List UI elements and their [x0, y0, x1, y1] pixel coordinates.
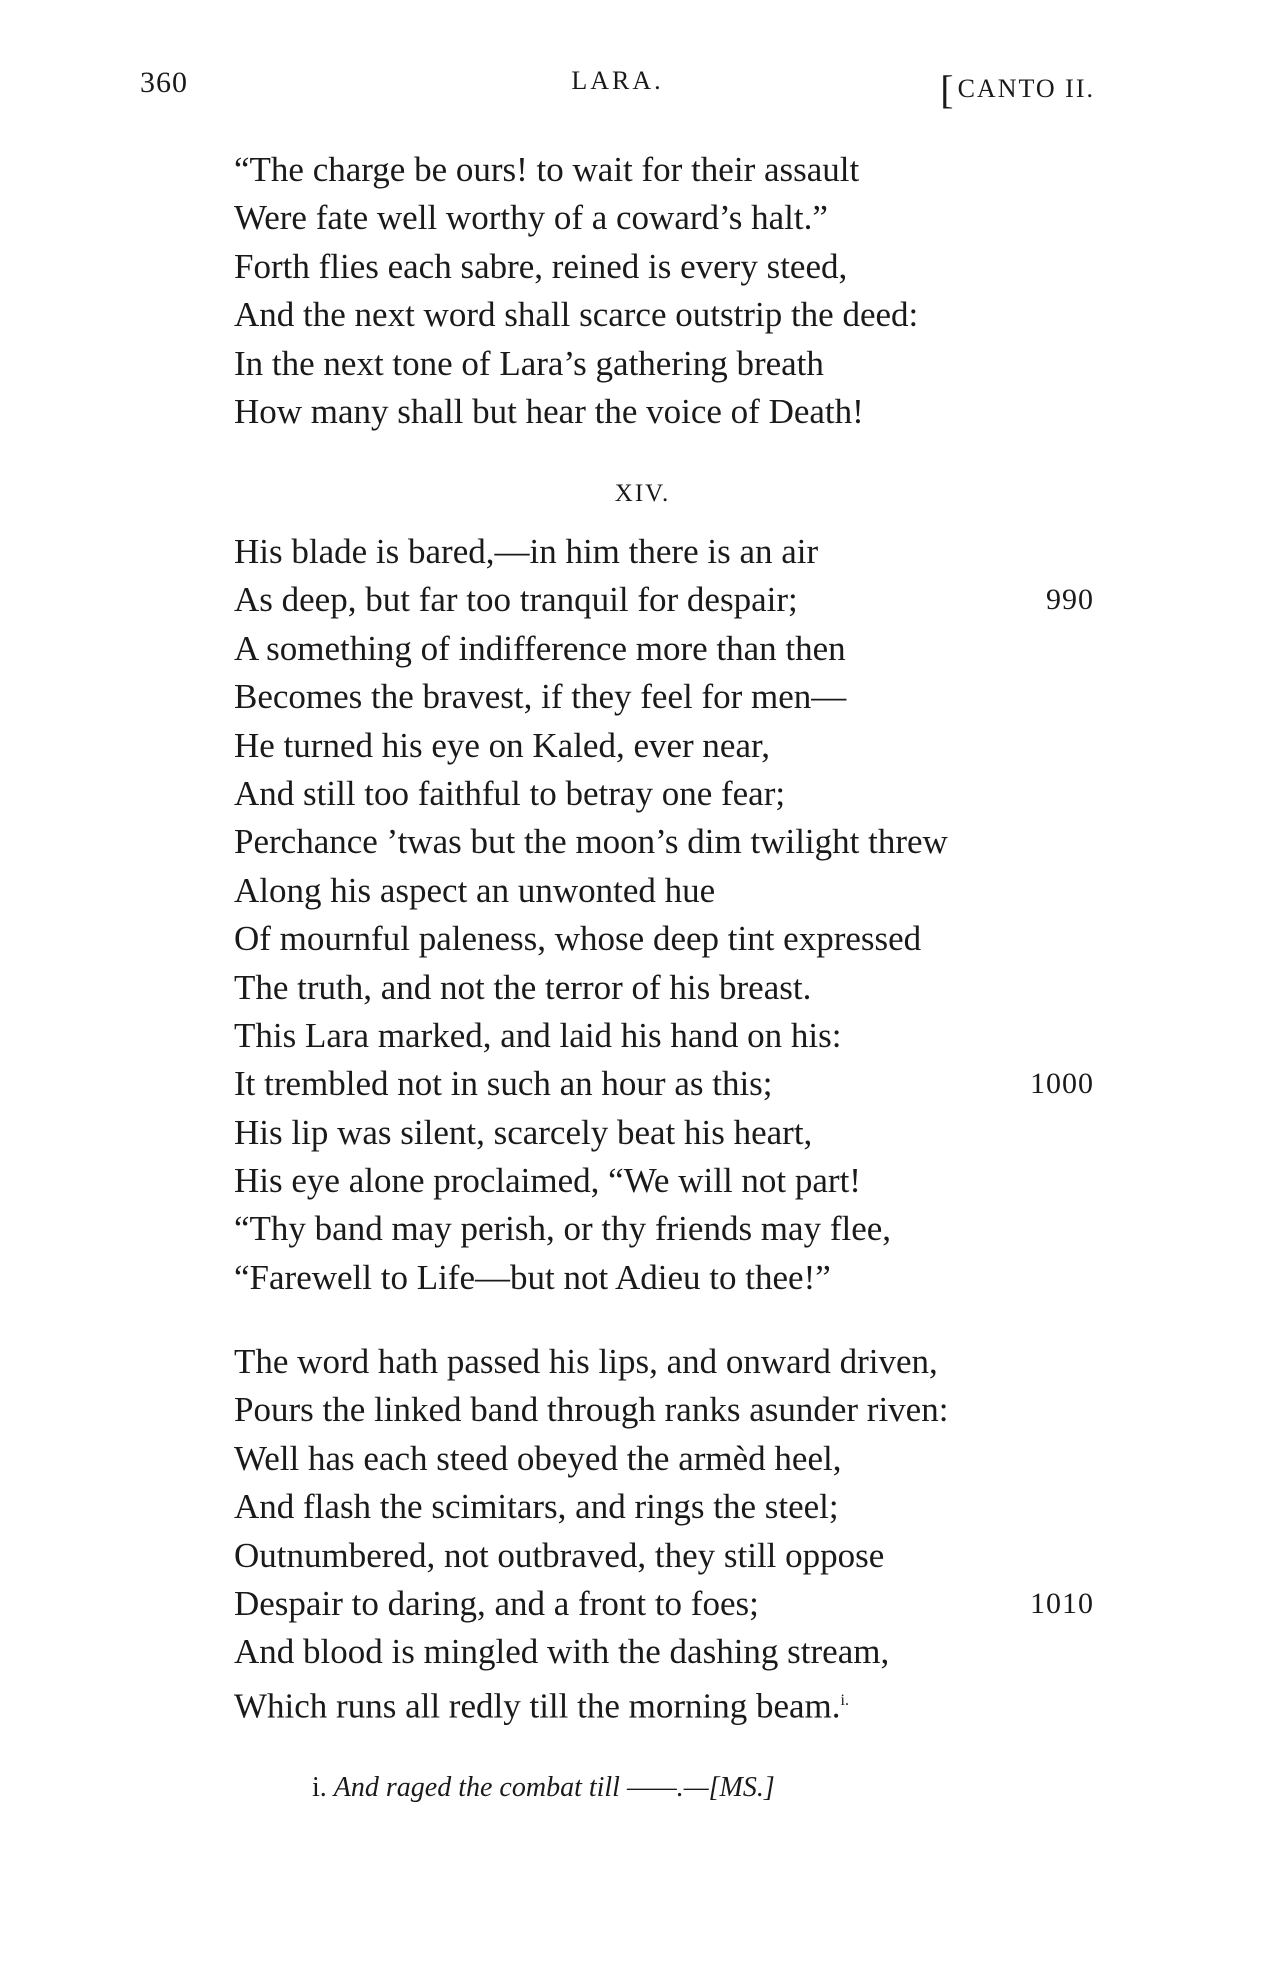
- verse-text: Pours the linked band through ranks asunder riven:: [234, 1390, 949, 1430]
- verse-line: [234, 528, 1094, 576]
- verse-line: [234, 673, 1094, 721]
- footnote-text: And raged the combat till ——.—[MS.]: [333, 1772, 775, 1803]
- verse-text: The truth, and not the terror of his breast.: [234, 967, 812, 1007]
- verse-line: [234, 1386, 1094, 1434]
- verse-text: As deep, but far too tranquil for despair;: [234, 580, 798, 620]
- verse-text: Which runs all redly till the morning beam.: [234, 1686, 841, 1726]
- line-number: 990: [1046, 583, 1094, 617]
- verse-text: The word hath passed his lips, and onward driven,: [234, 1342, 938, 1381]
- verse-text: And blood is mingled with the dashing stream,: [234, 1632, 890, 1672]
- verse-text: A something of indifference more than then: [234, 628, 846, 668]
- verse-text: Despair to daring, and a front to foes;: [234, 1583, 759, 1623]
- canto-bracket: [: [940, 67, 956, 112]
- verse-text: He turned his eye on Kaled, ever near,: [234, 725, 771, 765]
- verse-line: [234, 576, 1094, 624]
- verse-line: [234, 964, 1094, 1012]
- verse-text: It trembled not in such an hour as this;: [234, 1064, 773, 1104]
- stanza-2: [234, 528, 1094, 1302]
- canto-label: [940, 66, 1095, 113]
- stanza-3: [234, 1338, 1094, 1725]
- verse-text: Outnumbered, not outbraved, they still oppose: [234, 1535, 885, 1575]
- verse-line: [234, 243, 1094, 291]
- stanza-1: [234, 146, 1094, 436]
- footnote: [312, 1772, 775, 1804]
- verse-line: [234, 1628, 1094, 1676]
- verse-text: How many shall but hear the voice of Death!: [234, 391, 864, 431]
- verse-line: [234, 194, 1094, 242]
- verse-text: And the next word shall scarce outstrip the deed:: [234, 295, 919, 335]
- verse-text: Were fate well worthy of a coward’s halt.”: [234, 198, 828, 238]
- verse-text: His eye alone proclaimed, “We will not part!: [234, 1161, 861, 1201]
- verse-text: “The charge be ours! to wait for their assault: [234, 150, 860, 189]
- page-number: 360: [140, 66, 188, 99]
- verse-text: Of mournful paleness, whose deep tint expressed: [234, 919, 922, 959]
- verse-line: [234, 1435, 1094, 1483]
- verse-text: His lip was silent, scarcely beat his heart,: [234, 1112, 813, 1152]
- verse-text: Becomes the bravest, if they feel for men—: [234, 677, 847, 717]
- page-header: [140, 66, 1095, 116]
- verse-text: Perchance ’twas but the moon’s dim twilight threw: [234, 822, 948, 862]
- verse-text: Forth flies each sabre, reined is every steed,: [234, 246, 848, 286]
- verse-line: [234, 915, 1094, 963]
- verse-line: [234, 1157, 1094, 1205]
- verse-line: [234, 1483, 1094, 1531]
- verse-line: [234, 1677, 1094, 1725]
- line-number: 1000: [1030, 1067, 1094, 1101]
- verse-line: [234, 625, 1094, 673]
- verse-line: [234, 146, 1094, 194]
- verse-line: [234, 1338, 1094, 1386]
- verse-line: [234, 722, 1094, 770]
- verse-line: [234, 1205, 1094, 1253]
- canto-text: CANTO II.: [957, 74, 1095, 103]
- line-number: 1010: [1030, 1586, 1094, 1620]
- verse-text: And still too faithful to betray one fear;: [234, 773, 786, 813]
- verse-line: [234, 1254, 1094, 1302]
- verse-text: His blade is bared,—in him there is an air: [234, 532, 819, 571]
- verse-line: [234, 291, 1094, 339]
- verse-text: “Farewell to Life—but not Adieu to thee!”: [234, 1257, 831, 1297]
- verse-line: [234, 1060, 1094, 1108]
- verse-line: [234, 1109, 1094, 1157]
- running-title: LARA.: [571, 66, 664, 95]
- verse-line: [234, 1532, 1094, 1580]
- footnote-label: i.: [312, 1772, 327, 1803]
- verse-text: “Thy band may perish, or thy friends may flee,: [234, 1209, 892, 1249]
- verse-line: [234, 818, 1094, 866]
- footnote-marker: i.: [840, 1691, 849, 1709]
- verse-line: [234, 340, 1094, 388]
- verse-text: This Lara marked, and laid his hand on his:: [234, 1015, 842, 1055]
- verse-line: [234, 867, 1094, 915]
- verse-text: Well has each steed obeyed the armèd heel,: [234, 1438, 842, 1478]
- verse-line: [234, 770, 1094, 818]
- verse-text: And flash the scimitars, and rings the steel;: [234, 1487, 839, 1527]
- verse-text: In the next tone of Lara’s gathering breath: [234, 343, 824, 383]
- verse-text: Along his aspect an unwonted hue: [234, 870, 716, 910]
- verse-line: [234, 1012, 1094, 1060]
- section-heading: XIV.: [614, 480, 671, 507]
- verse-line: [234, 1580, 1094, 1628]
- verse-line: [234, 388, 1094, 436]
